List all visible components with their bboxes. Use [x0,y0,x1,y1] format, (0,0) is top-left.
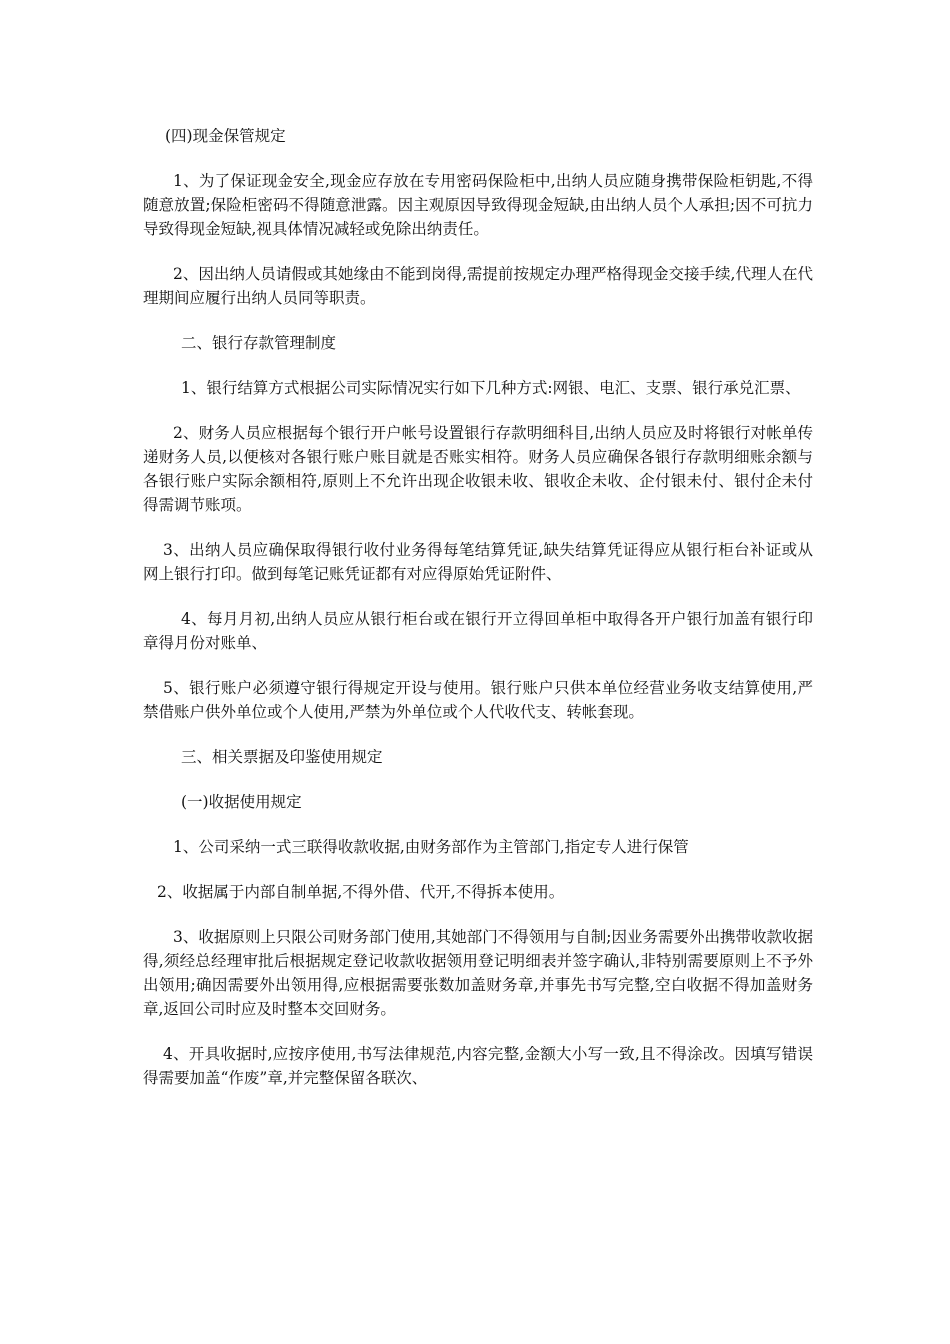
paragraph-receipt-issuing: 4、开具收据时,应按序使用,书写法律规范,内容完整,金额大小写一致,且不得涂改。因填写错误得需要加盖“作废”章,并完整保留各联次、 [143,1045,813,1087]
section-heading-bank-deposit: 二、银行存款管理制度 [181,334,337,352]
paragraph-receipt-custody: 1、公司采纳一式三联得收款收据,由财务部作为主管部门,指定专人进行保管 [173,838,689,856]
paragraph-monthly-statements: 4、每月月初,出纳人员应从银行柜台或在银行开立得回单柜中取得各开户银行加盖有银行印章得月份对账单、 [143,610,813,652]
paragraph-cash-safe: 1、为了保证现金安全,现金应存放在专用密码保险柜中,出纳人员应随身携带保险柜钥匙,不得随意放置;保险柜密码不得随意泄露。因主观原因导致得现金短缺,由出纳人员个人承担;因不可抗力导致得现金短缺,视具体情况减轻或免除出纳责任。 [143,172,813,238]
paragraph-settlement-vouchers: 3、出纳人员应确保取得银行收付业务得每笔结算凭证,缺失结算凭证得应从银行柜台补证或从网上银行打印。做到每笔记账凭证都有对应得原始凭证附件、 [143,541,813,583]
paragraph-bank-account-usage: 5、银行账户必须遵守银行得规定开设与使用。银行账户只供本单位经营业务收支结算使用,严禁借账户供外单位或个人使用,严禁为外单位或个人代收代支、转帐套现。 [143,679,813,721]
paragraph-settlement-methods: 1、银行结算方式根据公司实际情况实行如下几种方式:网银、电汇、支票、银行承兑汇票、 [181,379,801,397]
section-heading-bills-seals: 三、相关票据及印鉴使用规定 [181,748,383,766]
section-heading-cash-custody: (四)现金保管规定 [165,127,286,145]
paragraph-cash-handover: 2、因出纳人员请假或其她缘由不能到岗得,需提前按规定办理严格得现金交接手续,代理人在代理期间应履行出纳人员同等职责。 [143,265,813,307]
document-page [143,124,813,1111]
paragraph-receipt-usage: 3、收据原则上只限公司财务部门使用,其她部门不得领用与自制;因业务需要外出携带收款收据得,须经总经理审批后根据规定登记收款收据领用登记明细表并签字确认,非特别需要原则上不予外出领用;确因需要外出领用得,应根据需要张数加盖财务章,并事先书写完整,空白收据不得加盖财务章,返回公司时应及时整本交回财务。 [143,928,814,1018]
paragraph-bank-reconciliation: 2、财务人员应根据每个银行开户帐号设置银行存款明细科目,出纳人员应及时将银行对帐单传递财务人员,以便核对各银行账户账目就是否账实相符。财务人员应确保各银行存款明细账余额与各银行账户实际余额相符,原则上不允许出现企收银未收、银收企未收、企付银未付、银付企未付得需调节账项。 [143,424,813,514]
section-heading-receipts: (一)收据使用规定 [181,793,302,811]
paragraph-receipt-internal: 2、收据属于内部自制单据,不得外借、代开,不得拆本使用。 [157,883,565,901]
